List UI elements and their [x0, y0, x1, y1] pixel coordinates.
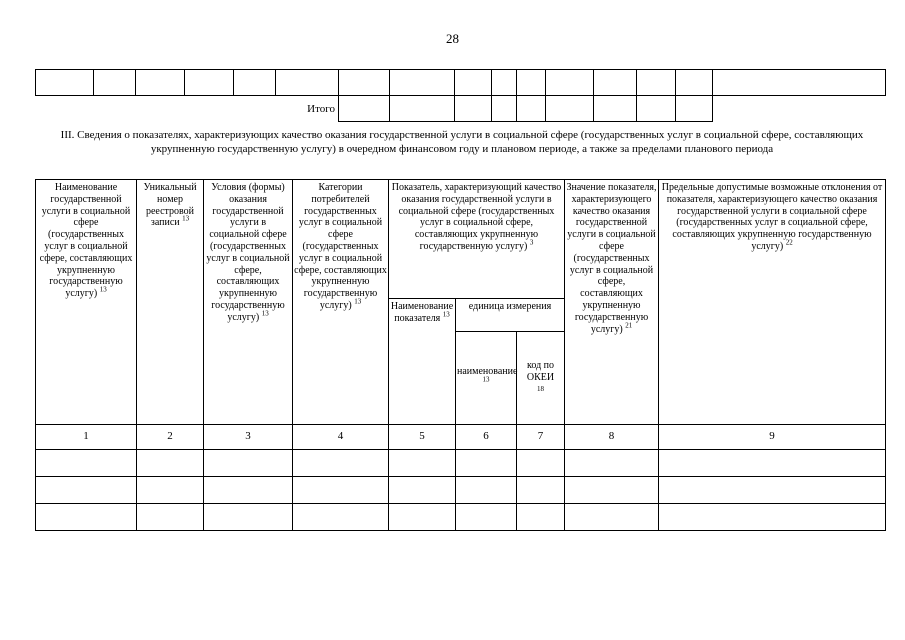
total-label: Итого — [307, 102, 335, 115]
column-number: 6 — [456, 425, 517, 450]
table-row — [36, 477, 886, 504]
column-number: 8 — [565, 425, 659, 450]
previous-section-table — [35, 69, 886, 122]
col-header-allowed-deviation: Предельные допустимые возможные отклонения от показателя, характеризующего качество оказания государственной услуги в социальной сфере (государственных услуг в социальной сфере, составляющих укрупненную государственную услугу) $^{22}$ — [659, 180, 886, 425]
col-header-unit-group: единица измерения — [456, 299, 565, 332]
col-header-conditions: Условия (формы) оказания государственной услуги в социальной сфере (государственных услуг в социальной сфере, составляющих укрупненную государственную услугу) $^{13}$ — [204, 180, 293, 425]
col-header-okei-code: код по ОКЕИ 18 — [517, 332, 565, 425]
column-number: 3 — [204, 425, 293, 450]
column-number: 9 — [659, 425, 886, 450]
table-row — [36, 504, 886, 531]
header-row — [36, 180, 886, 299]
column-numbers-row — [36, 425, 886, 450]
column-number: 7 — [517, 425, 565, 450]
table-row — [36, 450, 886, 477]
col-header-indicator-name: Наименование показателя $^{13}$ — [389, 299, 456, 425]
column-number: 2 — [137, 425, 204, 450]
column-number: 4 — [293, 425, 389, 450]
col-header-indicator-value: Значение показателя, характеризующего качество оказания государственной услуги в социальной сфере (государственных услуг в социальной сфере, составляющих укрупненную государственную услугу) $^{21}$ — [565, 180, 659, 425]
quality-indicators-table — [35, 179, 886, 531]
total-row — [36, 96, 886, 122]
column-number: 5 — [389, 425, 456, 450]
col-header-service-name: Наименование государственной услуги в социальной сфере (государственных услуг в социальной сфере, составляющих укрупненную государственную услугу) $^{13}$ — [36, 180, 137, 425]
section-title: III. Сведения о показателях, характеризующих качество оказания государственной услуги в социальной сфере (государственных услуг в социальной сфере, составляющих укрупненную государственную услугу) в очередном финансовом году и плановом периоде, а также за пределами планового периода — [60, 129, 864, 155]
column-number: 1 — [36, 425, 137, 450]
page-number: 28 — [446, 31, 459, 46]
col-header-consumer-categories: Категории потребителей государственных услуг в социальной сфере (государственных услуг в социальной сфере, составляющих укрупненную государственную услугу) $^{13}$ — [293, 180, 389, 425]
col-header-unit-name: наименование $^{13}$ — [456, 332, 517, 425]
col-header-indicator-group: Показатель, характеризующий качество оказания государственной услуги в социальной сфере (государственных услуг в социальной сфере, составляющих укрупненную государственную услугу) $^3$ — [389, 180, 565, 299]
col-header-registry-number: Уникальный номер реестровой записи $^{13}$ — [137, 180, 204, 425]
table-row — [36, 70, 886, 96]
